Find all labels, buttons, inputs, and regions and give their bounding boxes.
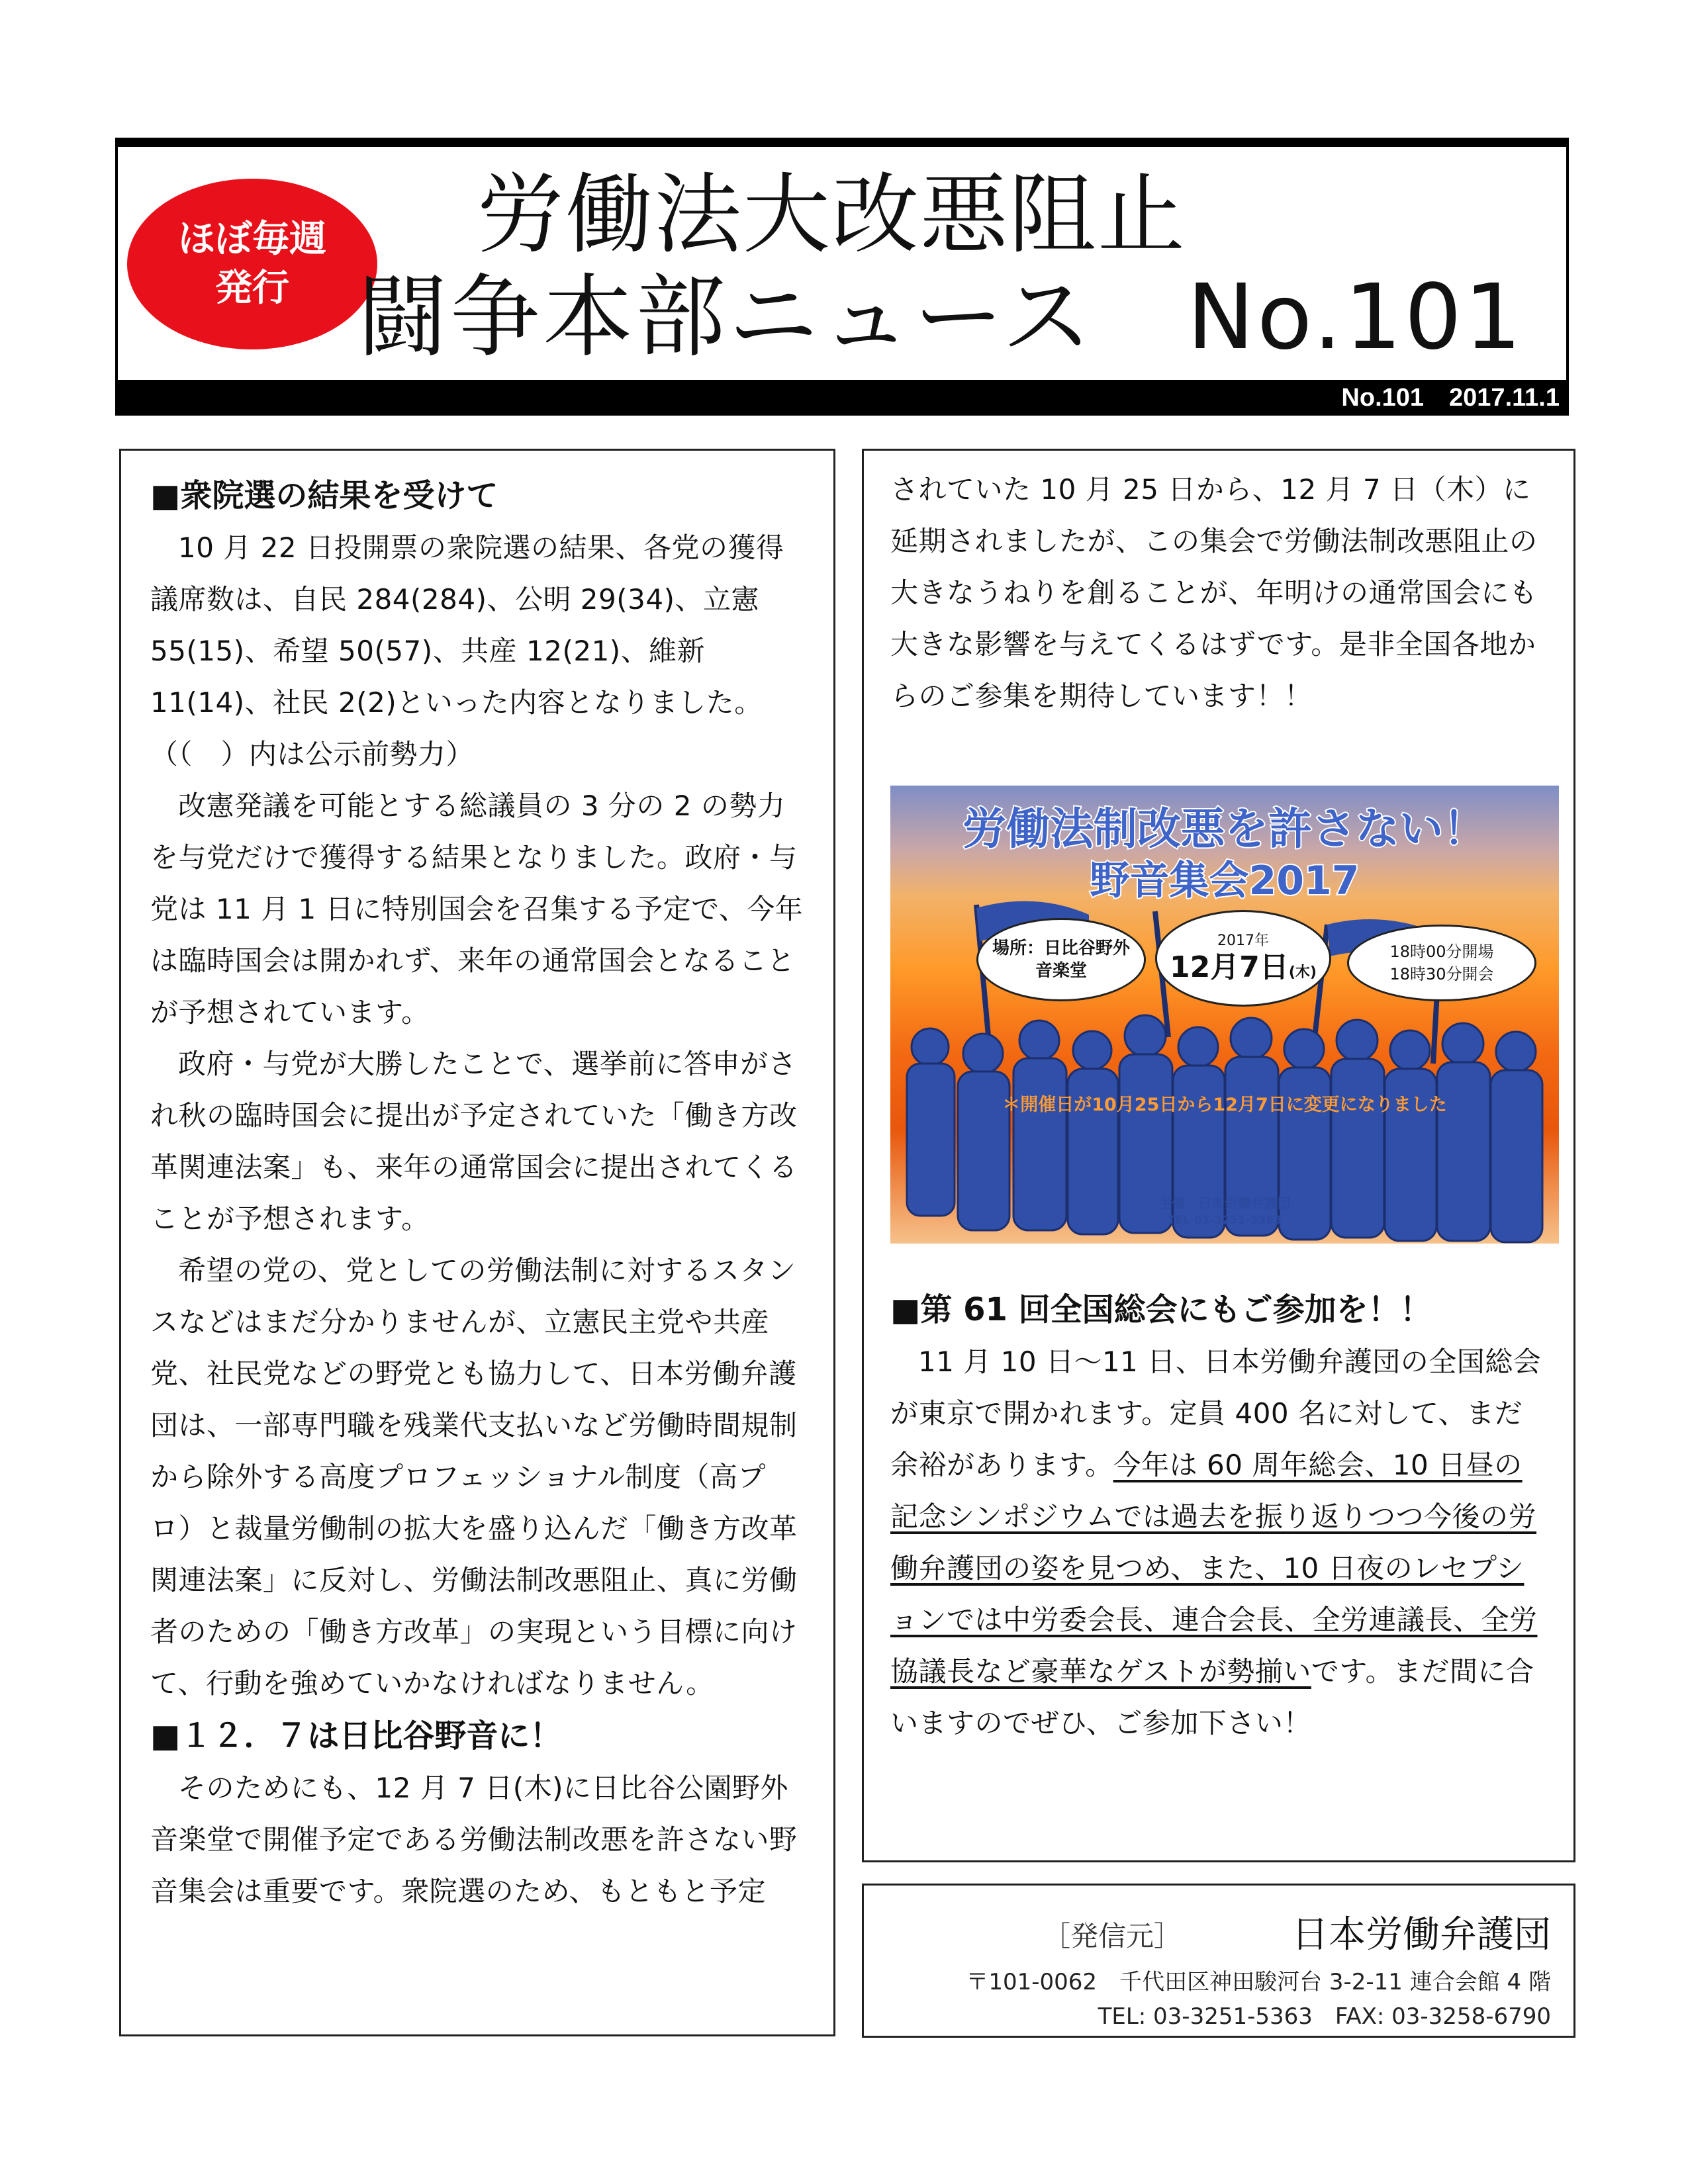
section-heading-election: ■衆院選の結果を受けて (150, 477, 498, 514)
sender-address: 〒101-0062 千代田区神田駿河台 3-2-11 連合会館 4 階 (966, 1969, 1551, 1995)
poster-weekday: (木) (1288, 964, 1317, 981)
poster-venue-bubble (976, 918, 1146, 1001)
section-heading-hibiya: ■１２．７は日比谷野音に！ (150, 1717, 562, 1754)
paragraph-two-thirds: 改憲発議を可能とする総議員の 3 分の 2 の勢力を与党だけで獲得する結果となりました。政府・与党は 11 月 1 日に特別国会を召集する予定で、今年は臨時国会は開かれず、来年の通常国会となることが予想されています。 (150, 790, 804, 1028)
poster-time-open: 18時00分開場 (1389, 942, 1494, 961)
sender-info-box (862, 1884, 1575, 2038)
poster-organizer-name: 主催 日本労働弁護団 (1158, 1195, 1291, 1211)
masthead (115, 138, 1569, 416)
paragraph-reform-bill: 政府・与党が大勝したことで、選挙前に答申がされ秋の臨時国会に提出が予定されていた「働き方改革関連法案」も、来年の通常国会に提出されてくることが予想されます。 (150, 1048, 798, 1235)
paragraph-rally-continued: されていた 10 月 25 日から、12 月 7 日（木）に延期されましたが、この集会で労働法制改悪阻止の大きなうねりを創ることが、年明けの通常国会にも大きな影響を与えてくるはずです。是非全国各地からのご参集を期待しています！！ (890, 473, 1538, 712)
masthead-bottom-bar (115, 380, 1569, 416)
badge-line2: 発行 (215, 267, 289, 310)
paragraph-opposition: 希望の党の、党としての労働法制に対するスタンスなどはまだ分かりませんが、立憲民主党や共産党、社民党などの野党とも協力して、日本労働弁護団は、一部専門職を残業代支払いなど労働時間規制から除外する高度プロフェッショナル制度（高プロ）と裁量労働制の拡大を盛り込んだ「働き方改革関連法案」に反対し、労働法制改悪阻止、真に労働者のための「働き方改革」の実現という目標に向けて、行動を強めていかなければなりません。 (150, 1254, 798, 1700)
general-meeting-text-a: 11 月 10 日～11 日、日本労働弁護団の全国総会が東京で開かれます。定員 400 名に対して、まだ余裕があります。 (890, 1345, 1542, 1481)
publication-frequency-badge (127, 179, 377, 349)
poster-organizer-tel: TEL 03-3251-5363 (1167, 1214, 1282, 1227)
paragraph-election-results: 10 月 22 日投開票の衆院選の結果、各党の獲得議席数は、自民 284(284)、公明 29(34)、立憲 55(15)、希望 50(57)、共産 12(21)、維新 11(14)、社民 2(2)といった内容となりました。 (150, 531, 784, 719)
badge-line1: ほぼ毎週 (178, 218, 326, 261)
poster-venue-line2: 音楽堂 (1035, 961, 1087, 981)
paragraph-hibiya-rally: そのためにも、12 月 7 日(木)に日比谷公園野外音楽堂で開催予定である労働法制改悪を許さない野音集会は重要です。衆院選のため、もともと予定 (150, 1772, 798, 1907)
left-column (119, 449, 835, 2036)
rally-poster (890, 786, 1559, 1244)
masthead-title-line2: 闘争本部ニュース No.101 (357, 265, 1524, 370)
right-column (862, 449, 1575, 1862)
poster-title-line1: 労働法制改悪を許さない！ (962, 803, 1487, 854)
general-meeting-highlight: 今年は 60 周年総会、10 日昼の記念シンポジウムでは過去を振り返りつつ今後の労働弁護団の姿を見つめ、また、10 日夜のレセプションでは中労委会長、連合会長、全労連議長、全労協議長など豪華なゲストが勢揃い (890, 1449, 1538, 1688)
poster-year: 2017年 (1217, 933, 1269, 949)
issue-number-date: No.101 2017.11.1 (1341, 384, 1560, 412)
sender-label: ［発信元］ (1043, 1920, 1182, 1952)
poster-title-line2: 野音集会2017 (1090, 858, 1360, 904)
paragraph-general-meeting (890, 1336, 1547, 1749)
section-heading-general-meeting: ■第 61 回全国総会にもご参加を！！ (890, 1291, 1432, 1328)
masthead-top-rule (115, 138, 1569, 147)
sender-tel-fax: TEL: 03-3251-5363 FAX: 03-3258-6790 (1098, 2003, 1551, 2030)
poster-organizer (890, 1195, 1559, 1229)
poster-time-bubble (1347, 925, 1536, 1001)
poster-venue-line1: 場所：日比谷野外 (992, 938, 1130, 958)
poster-date: 12月7日 (1170, 950, 1289, 984)
poster-date-change-note: ＊開催日が10月25日から12月7日に変更になりました (1002, 1095, 1447, 1115)
masthead-title-line1: 労働法大改悪阻止 (477, 164, 1186, 266)
sender-organization: 日本労働弁護団 (1291, 1913, 1551, 1956)
paragraph-election-note: （（ ）内は公示前勢力） (150, 738, 475, 770)
general-meeting-text-b: です。まだ間に合いますのでぜひ、ご参加下さい！ (890, 1655, 1534, 1739)
poster-time-start: 18時30分開会 (1389, 965, 1494, 983)
poster-date-bubble (1155, 910, 1331, 1007)
